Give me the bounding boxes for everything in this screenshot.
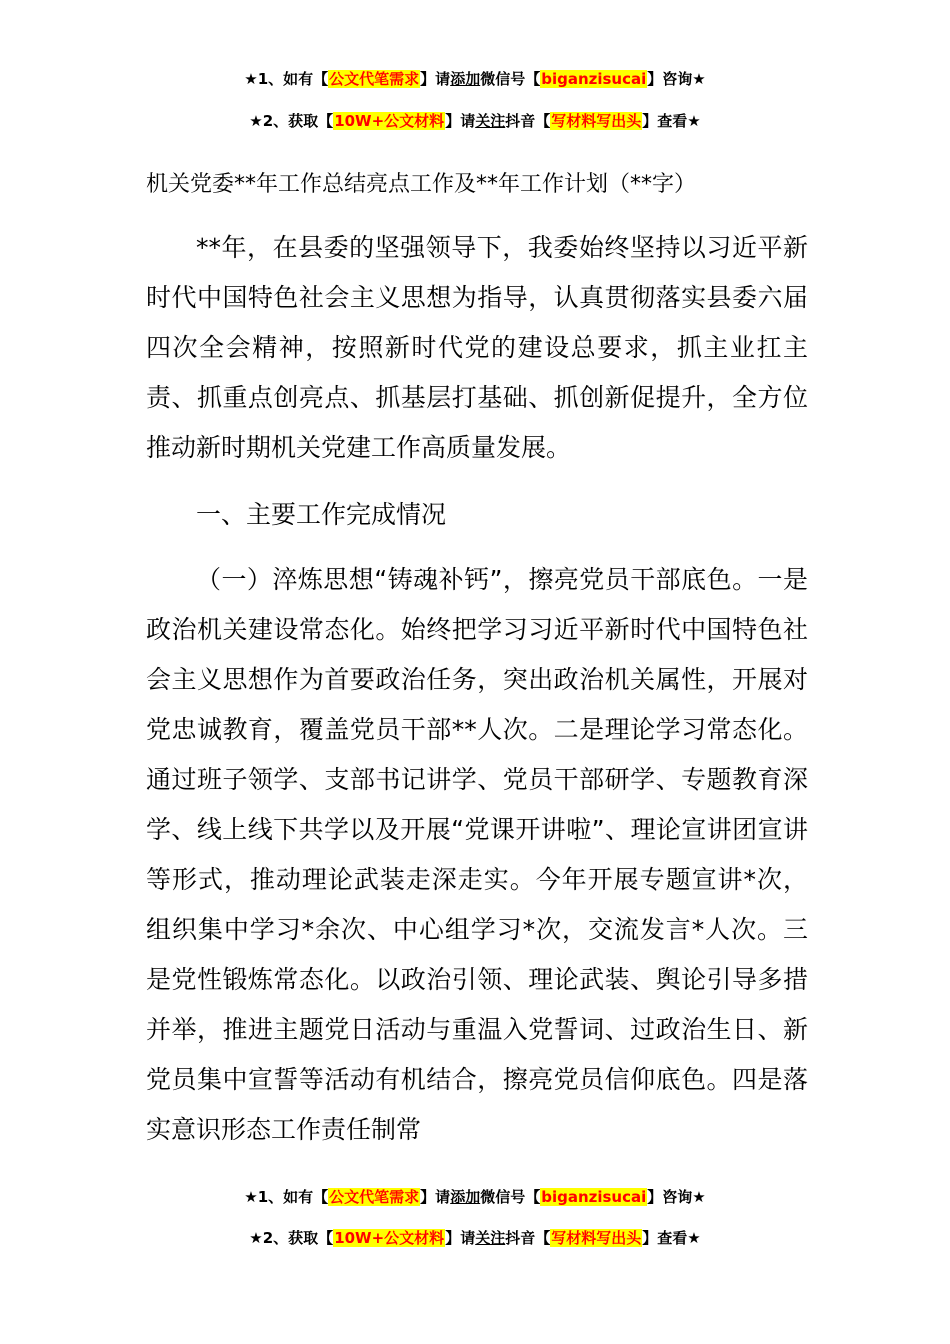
banner-highlight: 写材料写出头 xyxy=(551,1229,642,1247)
document-title: 机关党委**年工作总结亮点工作及**年工作计划（**字） xyxy=(146,172,697,197)
banner-text: ★1、如有【 xyxy=(244,70,329,88)
banner-text: 】咨询★ xyxy=(647,70,706,88)
banner-text: 】请 xyxy=(445,1229,476,1247)
banner-text: 】查看★ xyxy=(642,112,701,130)
banner-text: 】查看★ xyxy=(642,1229,701,1247)
section-heading-text: 一、主要工作完成情况 xyxy=(196,500,447,529)
banner-text: ★1、如有【 xyxy=(244,1188,329,1206)
banner-text: 微信号【 xyxy=(480,1188,541,1206)
banner-text: 】请 xyxy=(420,1188,451,1206)
banner-emphasis: 添加 xyxy=(450,1188,481,1206)
banner-text: 微信号【 xyxy=(480,70,541,88)
banner-emphasis: 关注 xyxy=(475,112,506,130)
banner-highlight: 10W+公文材料 xyxy=(334,1229,445,1247)
banner-text: 】请 xyxy=(445,112,476,130)
footer-banner-line-2 xyxy=(0,1228,950,1248)
banner-text: 】请 xyxy=(420,70,451,88)
banner-highlight: 10W+公文材料 xyxy=(334,112,445,130)
section-heading xyxy=(146,490,808,540)
banner-highlight: 公文代笔需求 xyxy=(329,70,420,88)
header-banner-line-1 xyxy=(0,69,950,89)
banner-highlight: 写材料写出头 xyxy=(551,112,642,130)
banner-highlight: biganzisucai xyxy=(541,1188,647,1206)
banner-text: ★2、获取【 xyxy=(249,1229,334,1247)
banner-highlight: biganzisucai xyxy=(541,70,647,88)
intro-paragraph xyxy=(146,223,808,473)
banner-emphasis: 添加 xyxy=(450,70,481,88)
banner-text: 抖音【 xyxy=(505,112,551,130)
section-paragraph xyxy=(146,555,808,1155)
banner-highlight: 公文代笔需求 xyxy=(329,1188,420,1206)
section-paragraph-text: （一）淬炼思想“铸魂补钙”，擦亮党员干部底色。一是政治机关建设常态化。始终把学习习近平新时代中国特色社会主义思想作为首要政治任务，突出政治机关属性，开展对党忠诚教育，覆盖党员干部**人次。二是理论学习常态化。通过班子领学、支部书记讲学、党员干部研学、专题教育深学、线上线下共学以及开展“党课开讲啦”、理论宣讲团宣讲等形式，推动理论武装走深走实。今年开展专题宣讲*次，组织集中学习*余次、中心组学习*次，交流发言*人次。三是党性锻炼常态化。以政治引领、理论武装、舆论引导多措并举，推进主题党日活动与重温入党誓词、过政治生日、新党员集中宣誓等活动有机结合，擦亮党员信仰底色。四是落实意识形态工作责任制常 xyxy=(146,565,808,1144)
footer-banner-line-1 xyxy=(0,1187,950,1207)
intro-text: **年，在县委的坚强领导下，我委始终坚持以习近平新时代中国特色社会主义思想为指导，认真贯彻落实县委六届四次全会精神，按照新时代党的建设总要求，抓主业扛主责、抓重点创亮点、抓基层打基础、抓创新促提升，全方位推动新时期机关党建工作高质量发展。 xyxy=(146,233,808,462)
banner-text: ★2、获取【 xyxy=(249,112,334,130)
banner-text: 抖音【 xyxy=(505,1229,551,1247)
header-banner-line-2 xyxy=(0,111,950,131)
banner-text: 】咨询★ xyxy=(647,1188,706,1206)
banner-emphasis: 关注 xyxy=(475,1229,506,1247)
